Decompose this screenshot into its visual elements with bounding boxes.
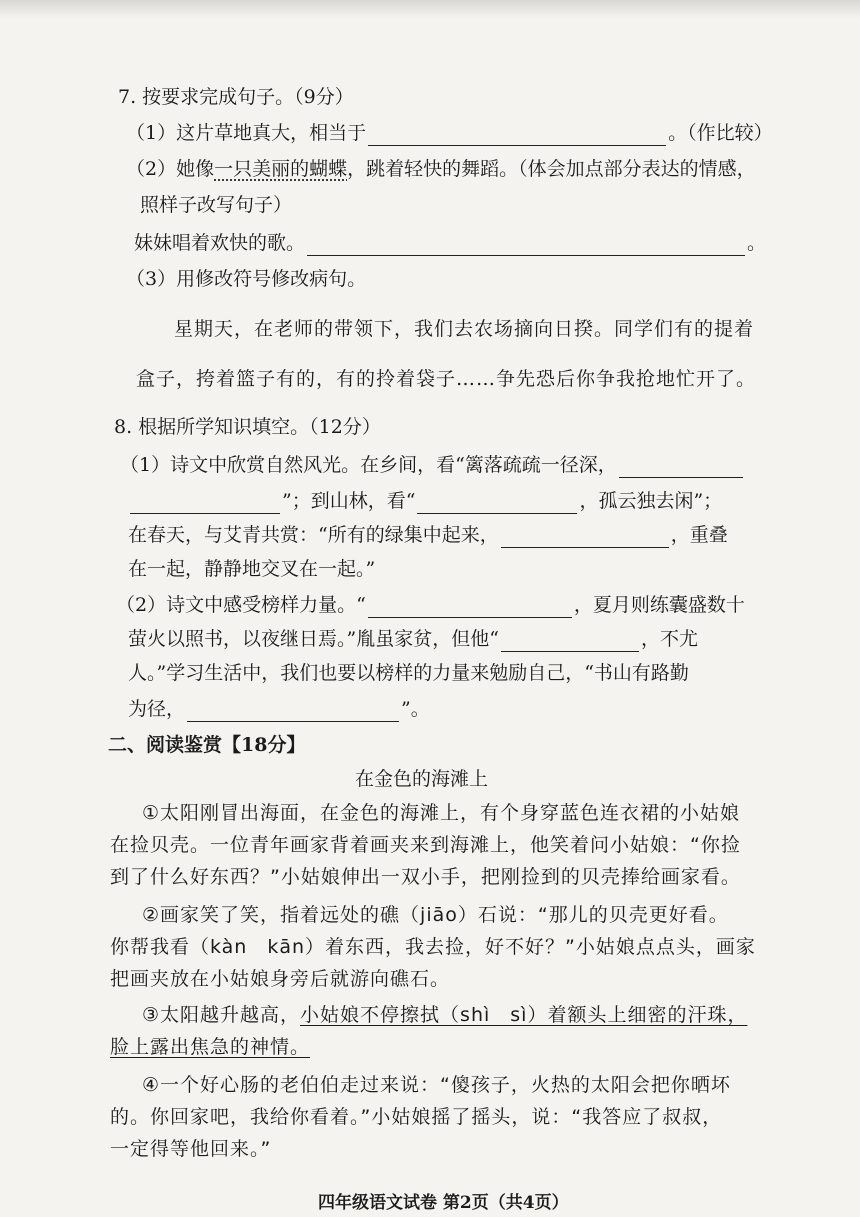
q8-blank-1[interactable] [619,457,743,478]
q8-p2-line4 [128,696,430,722]
scan-shadow [0,0,860,18]
para4-line1: ④一个好心肠的老伯伯走过来说：“傻孩子，火热的太阳会把你晒坏 [142,1074,731,1096]
q8-blank-3[interactable] [417,493,577,514]
para3-line1 [142,1002,747,1028]
para1-line2: 在捡贝壳。一位青年画家背着画夹来到海滩上，他笑着问小姑娘：“你捡 [110,834,741,856]
q7-s1-suffix: 。（作比较） [668,122,773,144]
q7-s2-line2: 照样子改写句子） [140,194,293,216]
q8-p1-line4: 在一起，静静地交叉在一起。” [128,558,376,580]
para3-text-a: ③太阳越升越高， [142,1004,301,1026]
q7-s3: （3）用修改符号修改病句。 [126,268,367,290]
para1-line3: 到了什么好东西？”小姑娘伸出一双小手，把刚捡到的贝壳捧给画家看。 [110,866,741,888]
q7-s2-text-b: ，跳着轻快的舞蹈。（体会加点部分表达的情感， [347,158,756,180]
q8-p1-text1: （1）诗文中欣赏自然风光。在乡间，看“篱落疏疏一径深， [120,454,617,476]
q7-s2-line1 [126,156,756,182]
q8-p2-text2b: ，不尤 [640,628,698,650]
para4-line3: 一定得等他回来。” [110,1138,272,1160]
q7-s1-prefix: （1）这片草地真大，相当于 [126,122,367,144]
q7-s2-dotted-phrase: 一只美丽的蝴蝶 [214,158,348,180]
q8-p1-text3b: ，重叠 [670,524,728,546]
page-footer: 四年级语文试卷 第2页（共4页） [318,1193,569,1213]
q7-s1-blank[interactable] [368,125,666,146]
q8-blank-2[interactable] [130,493,280,514]
q8-p2-line3: 人。”学习生活中，我们也要以榜样的力量来勉励自己，“书山有路勤 [128,662,689,684]
q7-s1 [126,120,773,146]
q8-p1-text2a: ”；到山林，看“ [282,490,416,512]
q8-title: 8. 根据所学知识填空。（12分） [114,416,381,438]
q8-p2-text4b: ”。 [401,698,430,720]
para1-line1: ①太阳刚冒出海面，在金色的海滩上，有个身穿蓝色连衣裙的小姑娘 [142,802,741,824]
q8-p2-text1a: （2）诗文中感受榜样力量。“ [116,594,366,616]
q8-p1-text3a: 在春天，与艾青共赏：“所有的绿集中起来， [128,524,499,546]
q7-s2-example: 妹妹唱着欢快的歌。 [134,232,306,254]
q7-sick-sentence-line1: 星期天，在老师的带领下，我们去农场摘向日揆。同学们有的提着 [174,318,755,340]
q8-p2-text1b: ，夏月则练囊盛数十 [573,594,745,616]
q7-s2-text-a: （2）她像 [126,158,215,180]
section2-heading: 二、阅读鉴赏【18分】 [108,734,306,756]
q8-p1-text2b: ，孤云独去闲”； [579,490,723,512]
q8-blank-5[interactable] [368,597,572,618]
para2-line3: 把画夹放在小姑娘身旁后就游向礁石。 [110,968,451,990]
q8-p2-line2 [128,626,698,652]
q7-title: 7. 按要求完成句子。（9分） [118,86,354,108]
q8-p1-line2 [128,488,722,514]
para3-underlined-2: 脸上露出焦急的神情。 [110,1036,311,1058]
para2-line2: 你帮我看（kàn kān）着东西，我去捡，好不好？”小姑娘点点头，画家 [110,936,756,958]
q8-p1-line1 [120,452,745,478]
q8-p1-line3 [128,522,728,548]
q8-blank-7[interactable] [187,701,399,722]
q7-s2-period: 。 [747,232,767,254]
para3-underlined-1: 小姑娘不停擦拭（shì sì）着额头上细密的汗珠， [300,1004,748,1026]
q8-p2-text2a: 萤火以照书，以夜继日焉。”胤虽家贫，但他“ [128,628,499,650]
q8-blank-6[interactable] [501,631,639,652]
q7-s2-blank[interactable] [307,235,745,256]
q8-p2-text4a: 为径， [128,698,186,720]
passage-title: 在金色的海滩上 [355,768,489,790]
q8-blank-4[interactable] [501,527,669,548]
q7-s2-line3 [134,230,766,256]
para4-line2: 的。你回家吧，我给你看着。”小姑娘摇了摇头，说：“我答应了叔叔， [110,1106,723,1128]
q8-p2-line1 [116,592,745,618]
q7-sick-sentence-line2: 盒子，挎着篮子有的，有的拎着袋子……争先恐后你争我抢地忙开了。 [136,368,757,390]
para2-line1: ②画家笑了笑，指着远处的礁（jiāo）石说：“那儿的贝壳更好看。 [142,904,729,926]
